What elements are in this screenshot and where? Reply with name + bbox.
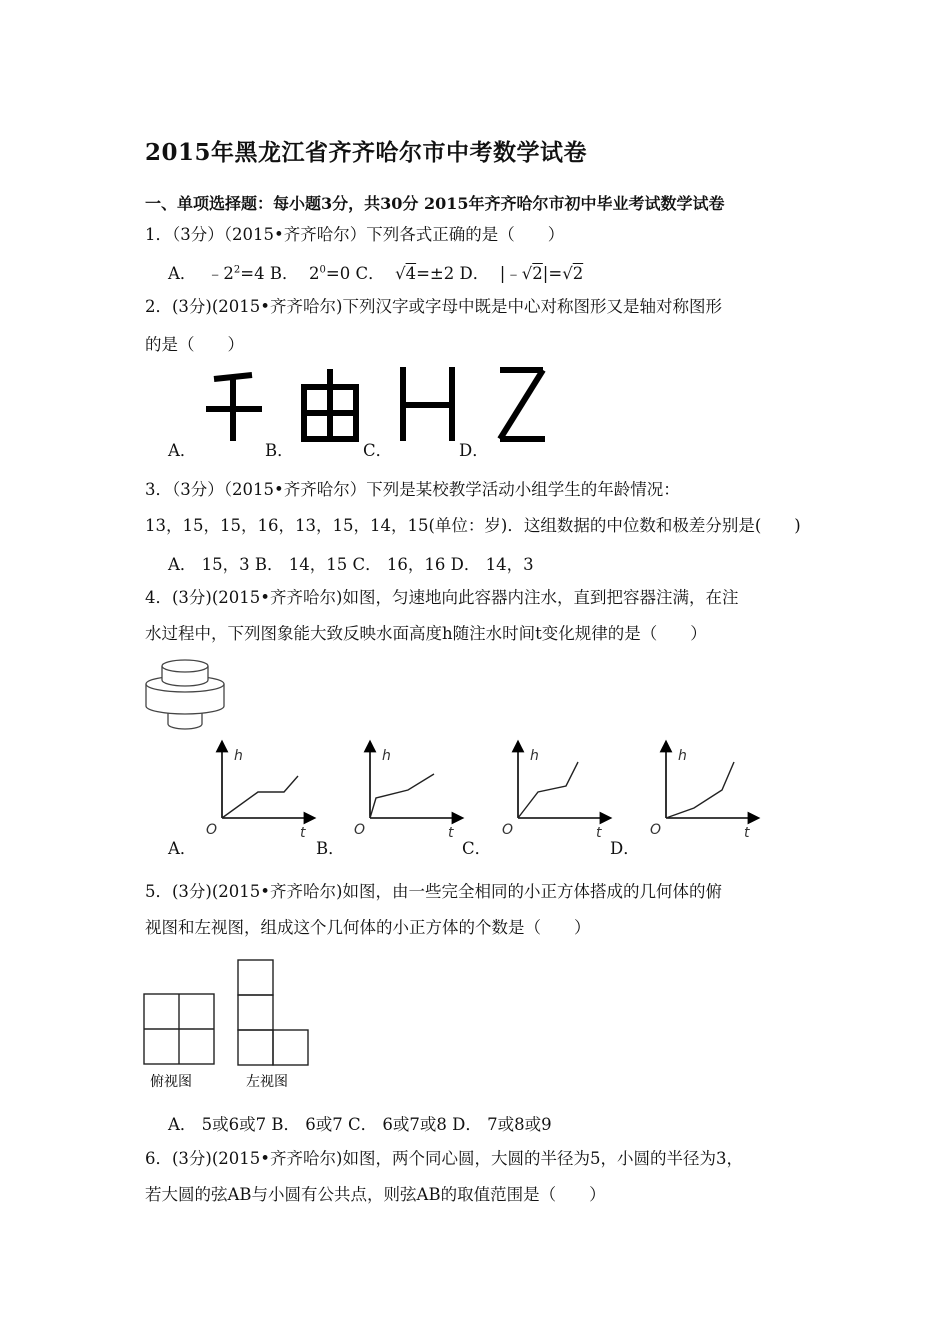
q2-opt-b: B． [265, 441, 294, 460]
q3-stem-2: 13，15，15，16，13，15，14，15(单位：岁)．这组数据的中位数和极差分别是( ) [145, 516, 801, 535]
q1-opt-d-mid: |= [542, 264, 563, 283]
q4-opt-c: C． [462, 839, 492, 858]
graph-d-h-label: h [678, 748, 687, 764]
graph-a-o-label: O [206, 822, 218, 838]
sqrt-icon: √ [395, 264, 406, 283]
q4-opt-b: B． [316, 839, 345, 858]
q2-stem-2: 的是（ ） [145, 335, 244, 354]
graph-b-h-label: h [382, 748, 391, 764]
graph-b [354, 746, 458, 841]
sqrt-icon: √ [562, 264, 573, 283]
q4-opt-d: D． [610, 839, 640, 858]
q1-opt-a-sup: 2 [233, 264, 241, 276]
graph-d-o-label: O [650, 822, 662, 838]
graph-d-curve [666, 762, 734, 818]
q5-stem-1: 5．(3分)(2015•齐齐哈尔)如图，由一些完全相同的小正方体搭成的几何体的俯 [145, 882, 722, 901]
q2-opt-d: D． [459, 441, 489, 460]
q1-opt-a-label: A． [168, 264, 197, 283]
q1-opt-b-pre: 2 [309, 264, 320, 283]
q1-stem: 1．（3分）（2015•齐齐哈尔）下列各式正确的是（ ） [145, 225, 565, 244]
graph-c-h-label: h [530, 748, 539, 764]
graph-c [502, 746, 606, 841]
q2-opt-a: A． [168, 441, 197, 460]
top-view-caption: 俯视图 [150, 1074, 192, 1090]
glyph-h-icon [403, 367, 452, 441]
q6-stem-1: 6．(3分)(2015•齐齐哈尔)如图，两个同心圆，大圆的半径为5，小圆的半径为3， [145, 1149, 743, 1168]
q4-graphs [200, 740, 760, 845]
q2-stem-1: 2．(3分)(2015•齐齐哈尔)下列汉字或字母中既是中心对称图形又是轴对称图形 [145, 297, 722, 316]
glyph-you-icon [304, 369, 356, 439]
graph-d-t-label: t [744, 825, 750, 841]
graph-b-curve [370, 774, 434, 818]
container-figure [140, 658, 230, 736]
graph-c-curve [518, 762, 578, 818]
q3-stem-1: 3．（3分）（2015•齐齐哈尔）下列是某校教学活动小组学生的年龄情况： [145, 480, 680, 499]
graph-a-t-label: t [300, 825, 306, 841]
q5-options: A． 5或6或7 B． 6或7 C． 6或7或8 D． 7或8或9 [168, 1115, 552, 1134]
graph-a-curve [222, 776, 298, 818]
q1-opt-d-rad: 2 [532, 264, 543, 283]
q1-opt-c-post: =±2 D． [416, 264, 490, 283]
page-title: 2015年黑龙江省齐齐哈尔市中考数学试卷 [145, 139, 588, 166]
q1-opt-b-post: =0 C． [325, 264, 385, 283]
graph-b-t-label: t [448, 825, 454, 841]
graph-a-h-label: h [234, 748, 243, 764]
graph-c-t-label: t [596, 825, 602, 841]
q4-opt-a: A． [168, 839, 197, 858]
q2-glyphs [200, 365, 560, 450]
sqrt-icon: √ [521, 264, 533, 283]
q1-opt-c-rad: 4 [405, 264, 417, 283]
q1-options [168, 260, 583, 284]
glyph-gan-icon [206, 375, 262, 441]
q6-stem-2: 若大圆的弦AB与小圆有公共点，则弦AB的取值范围是（ ） [145, 1185, 606, 1204]
q4-stem-2: 水过程中，下列图象能大致反映水面高度h随注水时间t变化规律的是（ ） [145, 624, 707, 643]
q1-opt-a-post: =4 B． [240, 264, 299, 283]
q1-opt-b-sup: 0 [319, 264, 326, 276]
q1-opt-a-pre: ﹣2 [206, 264, 234, 283]
graph-d [650, 746, 754, 841]
q2-opt-c: C． [363, 441, 393, 460]
left-view-caption: 左视图 [246, 1074, 288, 1090]
q3-options: A． 15，3 B． 14，15 C． 16，16 D． 14，3 [168, 555, 534, 574]
graph-b-o-label: O [354, 822, 366, 838]
q1-opt-d-rad2: 2 [572, 264, 584, 283]
q5-views [140, 956, 320, 1096]
graph-a [206, 746, 310, 841]
q1-opt-d-pre: |﹣ [499, 264, 522, 283]
graph-c-o-label: O [502, 822, 514, 838]
q5-stem-2: 视图和左视图，组成这个几何体的小正方体的个数是（ ） [145, 918, 591, 937]
glyph-z-icon [500, 370, 545, 439]
q4-stem-1: 4．(3分)(2015•齐齐哈尔)如图，匀速地向此容器内注水，直到把容器注满，在注 [145, 588, 739, 607]
section-heading: 一、单项选择题：每小题3分，共30分 2015年齐齐哈尔市初中毕业考试数学试卷 [145, 194, 725, 213]
